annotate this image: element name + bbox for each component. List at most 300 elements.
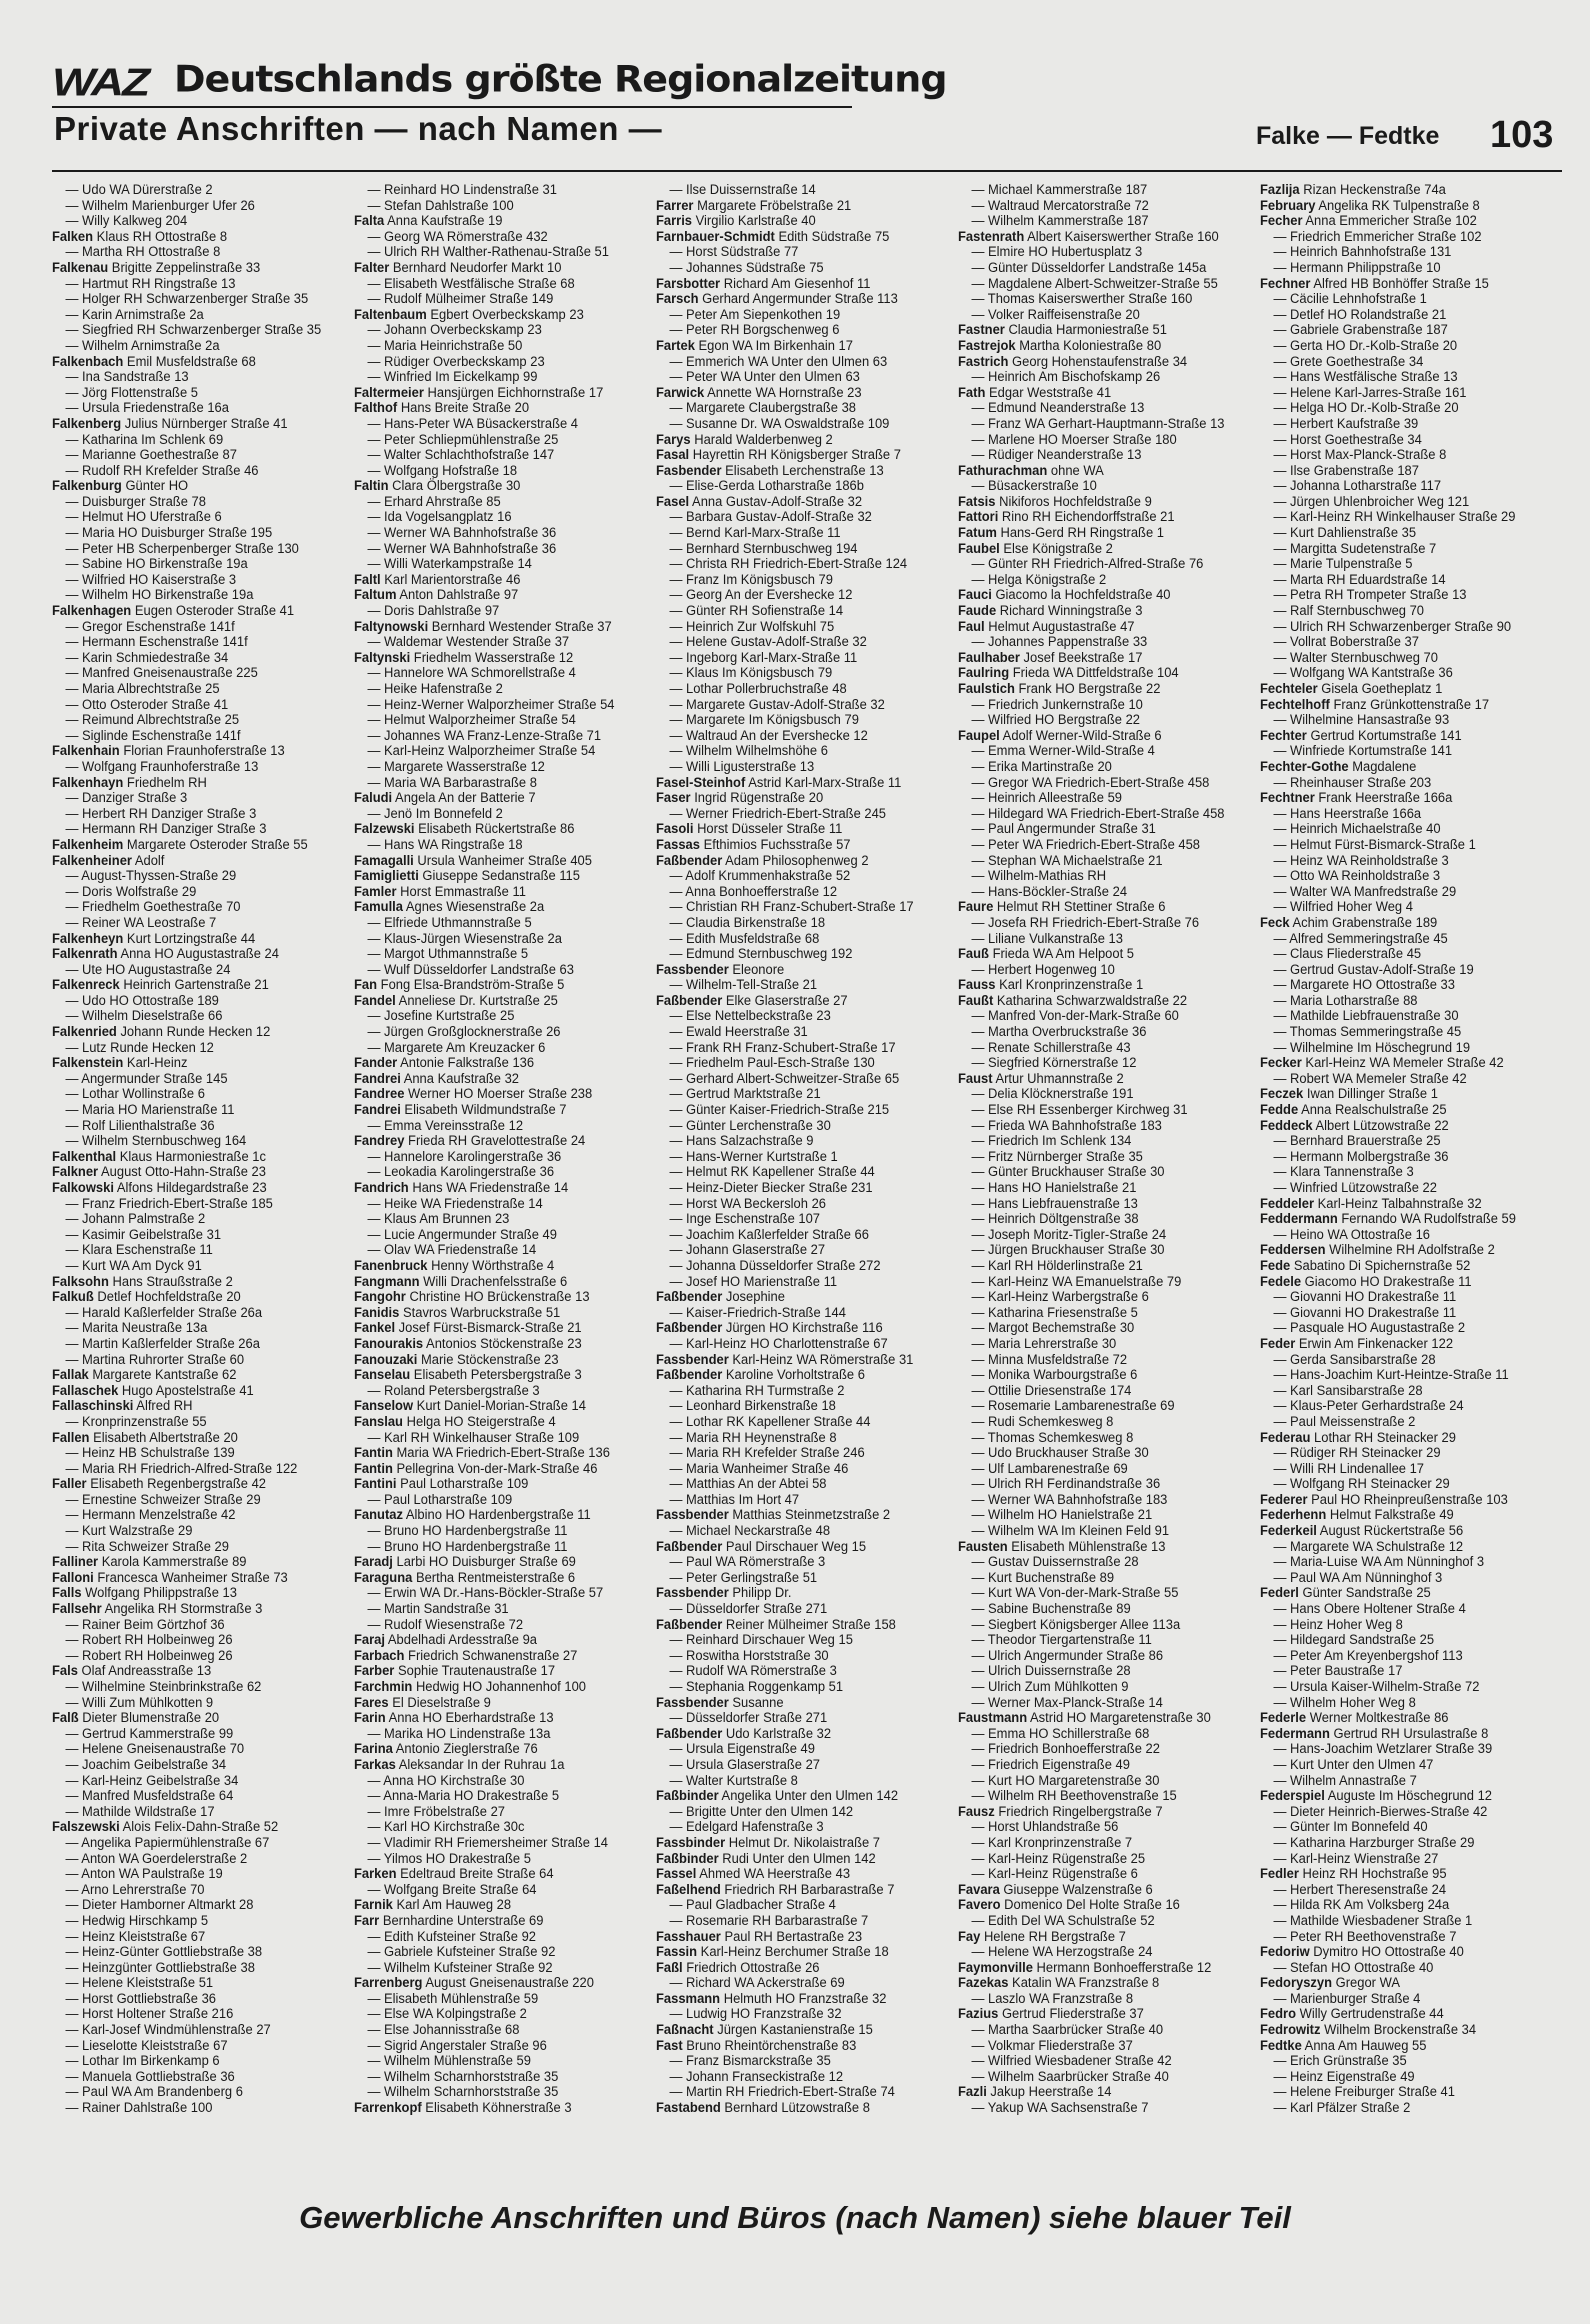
entry-details: Albino HO Hardenbergstraße 11 [405, 1507, 591, 1523]
listing-entry [1260, 509, 1540, 525]
entry-details: Sabatino Di Spichernstraße 52 [1293, 1257, 1471, 1273]
entry-details: Abdelhadi Ardesstraße 9a [387, 1632, 538, 1648]
repeat-dash: — [65, 1788, 83, 1804]
entry-details: Maria WA Friedrich-Ebert-Straße 136 [396, 1445, 610, 1461]
listing-entry [52, 1882, 332, 1898]
entry-details: Kaiser-Friedrich-Straße 144 [686, 1304, 846, 1320]
listing-entry [52, 1367, 332, 1383]
entry-details: Alois Felix-Dahn-Straße 52 [122, 1819, 279, 1835]
listing-entry [656, 2022, 936, 2038]
entry-details: Helene WA Herzogstraße 24 [988, 1944, 1153, 1960]
listing-entry [52, 1897, 332, 1913]
repeat-dash: — [367, 1226, 385, 1242]
listing-entry [656, 244, 936, 260]
surname: Fassbender [656, 961, 729, 977]
repeat-dash: — [65, 1538, 83, 1554]
repeat-dash: — [65, 447, 83, 463]
listing-entry [958, 463, 1238, 479]
repeat-dash: — [1273, 1756, 1291, 1772]
repeat-dash: — [65, 1039, 83, 1055]
listing-entry [958, 1835, 1238, 1851]
repeat-dash: — [971, 758, 989, 774]
listing-entry [958, 1617, 1238, 1633]
repeat-dash: — [669, 1055, 687, 1071]
listing-entry [52, 1289, 332, 1305]
listing-entry [354, 1274, 634, 1290]
entry-details: Helene Kleiststraße 51 [82, 1975, 214, 1991]
entry-details: Mathilde Liebfrauenstraße 30 [1290, 1008, 1459, 1024]
repeat-dash: — [971, 712, 989, 728]
surname: Fedele [1260, 1273, 1302, 1289]
repeat-dash: — [669, 1008, 687, 1024]
repeat-dash: — [669, 415, 687, 431]
listing-entry [958, 837, 1238, 853]
listing-entry [656, 1071, 936, 1087]
listing-entry [656, 587, 936, 603]
surname: Fay [958, 1928, 981, 1944]
entry-details: Erhard Ahrstraße 85 [384, 493, 501, 509]
entry-details: Wilhelm Sternbuschweg 164 [82, 1133, 247, 1149]
listing-entry [52, 697, 332, 713]
listing-entry [354, 1695, 634, 1711]
surname: Fatsis [958, 493, 996, 509]
entry-details: Friedrich Eigenstraße 49 [988, 1756, 1130, 1772]
listing-entry [1260, 1102, 1540, 1118]
entry-details: Edmund Sternbuschweg 192 [686, 946, 853, 962]
repeat-dash: — [669, 868, 686, 884]
listing-entry [52, 463, 332, 479]
listing-entry [958, 1414, 1238, 1430]
surname: Falkenberg [52, 415, 122, 431]
entry-details: Efthimios Fuchsstraße 57 [703, 836, 851, 852]
entry-details: Frank RH Franz-Schubert-Straße 17 [686, 1039, 896, 1055]
entry-details: Ursula Wanheimer Straße 405 [417, 852, 592, 868]
entry-details: Else Johannisstraße 68 [384, 2022, 520, 2038]
entry-details: Danziger Straße 3 [82, 790, 188, 806]
entry-details: Maria RH Heynenstraße 8 [686, 1429, 837, 1445]
listing-entry [354, 1663, 634, 1679]
listing-entry [656, 416, 936, 432]
repeat-dash: — [669, 1429, 687, 1445]
entry-details: Wilhelm Marienburger Ufer 26 [82, 197, 255, 213]
entry-details: Holger RH Schwarzenberger Straße 35 [82, 291, 309, 307]
surname: Federkeil [1260, 1523, 1317, 1539]
entry-details: Hans Salzachstraße 9 [686, 1133, 814, 1149]
repeat-dash: — [65, 182, 83, 197]
entry-details: Frieda RH Gravelottestraße 24 [408, 1133, 586, 1149]
listing-entry [1260, 478, 1540, 494]
entry-details: Edeltraud Breite Straße 64 [400, 1866, 554, 1882]
entry-details: Domenico Del Holte Straße 16 [1004, 1897, 1180, 1913]
repeat-dash: — [65, 571, 83, 587]
repeat-dash: — [65, 493, 83, 509]
entry-details: Helga HO Dr.-Kolb-Straße 20 [1290, 400, 1459, 416]
surname: Fastenrath [958, 228, 1025, 244]
repeat-dash: — [971, 1445, 989, 1461]
entry-details: Roswitha Horststraße 30 [686, 1647, 829, 1663]
listing-entry [52, 1679, 332, 1695]
entry-details: Mathilde Wiesbadener Straße 1 [1290, 1912, 1473, 1928]
entry-details: Karoline Vorholtstraße 6 [725, 1367, 865, 1383]
repeat-dash: — [65, 1912, 83, 1928]
surname: Farbach [354, 1647, 405, 1663]
entry-details: Jürgen Bruckhauser Straße 30 [988, 1242, 1165, 1258]
listing-entry [656, 728, 936, 744]
entry-details: Wilhelm HO Birkenstraße 19a [82, 587, 254, 603]
entry-details: Kurt Dahlienstraße 35 [1290, 525, 1417, 541]
listing-entry [354, 946, 634, 962]
listing-entry [354, 1897, 634, 1913]
entry-details: Willy Kalkweg 204 [82, 213, 188, 229]
listing-entry [1260, 1601, 1540, 1617]
entry-details: Margarete Kantstraße 62 [92, 1367, 237, 1383]
surname: Farrer [656, 197, 694, 213]
repeat-dash: — [971, 291, 988, 307]
entry-details: Karl HO Kirchstraße 30c [384, 1819, 525, 1835]
repeat-dash: — [65, 1944, 83, 1960]
entry-details: Klaus-Jürgen Wiesenstraße 2a [384, 930, 562, 946]
repeat-dash: — [971, 1819, 989, 1835]
listing-entry [52, 977, 332, 993]
entry-details: Wilhelm Scharnhorststraße 35 [384, 2084, 559, 2100]
listing-entry [656, 1055, 936, 1071]
surname: Faßbender [656, 1320, 723, 1336]
listing-entry [52, 1071, 332, 1087]
entry-details: Helmut Falkstraße 49 [1329, 1507, 1454, 1523]
repeat-dash: — [1273, 1601, 1291, 1617]
entry-details: Arno Lehrerstraße 70 [81, 1881, 205, 1897]
surname: Fanutaz [354, 1507, 403, 1523]
entry-details: Kurt Lortzingstraße 44 [126, 930, 256, 946]
entry-details: Helmut Fürst-Bismarck-Straße 1 [1290, 836, 1476, 852]
entry-details: Wilhelm Hoher Weg 8 [1290, 1694, 1416, 1710]
repeat-dash: — [1273, 493, 1291, 509]
entry-details: Margarete Fröbelstraße 21 [697, 197, 852, 213]
listing-entry [656, 1913, 936, 1929]
listing-entry [52, 291, 332, 307]
surname: Famulla [354, 899, 403, 915]
entry-details: Rüdiger Neanderstraße 13 [988, 447, 1142, 463]
entry-details: Katharina Schwarzwaldstraße 22 [996, 992, 1188, 1008]
repeat-dash: — [367, 1928, 385, 1944]
entry-details: Hermann Bonhoefferstraße 12 [1036, 1959, 1212, 1975]
listing-entry [354, 1040, 634, 1056]
entry-details: Josef HO Marienstraße 11 [686, 1273, 838, 1289]
repeat-dash: — [65, 556, 83, 572]
surname: Fazlija [1260, 182, 1300, 197]
listing-entry [958, 1383, 1238, 1399]
entry-details: Wilhelm Saarbrücker Straße 40 [988, 2068, 1169, 2084]
entry-details: Wilhelm Brockenstraße 34 [1324, 2022, 1477, 2038]
surname: Falkenhayn [52, 774, 124, 790]
entry-details: Martha Koloniestraße 80 [1019, 337, 1162, 353]
entry-details: Gertrud RH Ursulastraße 8 [1333, 1725, 1489, 1741]
entry-details: Heinrich Gartenstraße 21 [123, 977, 269, 993]
listing-entry [52, 1352, 332, 1368]
repeat-dash: — [65, 2084, 83, 2100]
repeat-dash: — [1273, 1039, 1291, 1055]
surname: Fasbender [656, 462, 722, 478]
listing-entry [354, 790, 634, 806]
entry-details: Lothar RH Steinacker 29 [1314, 1429, 1456, 1445]
entry-details: Heino WA Ottostraße 16 [1290, 1226, 1430, 1242]
listing-entry [958, 1102, 1238, 1118]
listing-entry [656, 1882, 936, 1898]
entry-details: Hermann Eschenstraße 141f [82, 634, 248, 650]
repeat-dash: — [1273, 1694, 1291, 1710]
listing-entry [354, 1258, 634, 1274]
surname: Falkenburg [52, 478, 122, 494]
entry-details: Wilhelm Annastraße 7 [1290, 1772, 1417, 1788]
listing-entry [52, 354, 332, 370]
listing-entry [958, 1663, 1238, 1679]
listing-entry [1260, 1866, 1540, 1882]
surname: Fanslau [354, 1413, 403, 1429]
entry-details: Hans Heerstraße 166a [1290, 805, 1422, 821]
entry-details: Giuseppe Walzenstraße 6 [1003, 1881, 1153, 1897]
repeat-dash: — [669, 603, 687, 619]
listing-entry [656, 1336, 936, 1352]
listing-entry [354, 1180, 634, 1196]
repeat-dash: — [669, 400, 687, 416]
surname: Farys [656, 431, 691, 447]
listing-entry [354, 1336, 634, 1352]
repeat-dash: — [971, 774, 989, 790]
surname: Falkenstein [52, 1055, 124, 1071]
entry-details: Maria Albrechtstraße 25 [82, 681, 220, 696]
entry-details: Erwin WA Dr.-Hans-Böckler-Straße 57 [384, 1585, 604, 1601]
entry-details: Richard Am Giesenhof 11 [723, 275, 871, 291]
listing-entry [958, 432, 1238, 448]
surname: Famagalli [354, 852, 414, 868]
repeat-dash: — [1273, 2053, 1291, 2069]
repeat-dash: — [367, 275, 385, 291]
repeat-dash: — [1273, 587, 1291, 603]
listing-entry [52, 494, 332, 510]
entry-details: Achim Grabenstraße 189 [1292, 914, 1438, 930]
repeat-dash: — [65, 1975, 83, 1991]
repeat-dash: — [65, 509, 83, 525]
listing-entry [354, 1819, 634, 1835]
entry-details: Friedhelm Paul-Esch-Straße 130 [686, 1055, 875, 1071]
listing-entry [656, 962, 936, 978]
listing-entry [1260, 931, 1540, 947]
repeat-dash: — [367, 712, 385, 728]
listing-entry [958, 1851, 1238, 1867]
entry-details: Edelgard Hafenstraße 3 [686, 1819, 824, 1835]
listing-entry [656, 1632, 936, 1648]
entry-details: Karl Kronprinzenstraße 7 [988, 1834, 1133, 1850]
entry-details: Anton WA Paulstraße 19 [81, 1866, 223, 1882]
repeat-dash: — [669, 369, 687, 385]
entry-details: Rüdiger RH Steinacker 29 [1290, 1445, 1441, 1461]
entry-details: Stefan Dahlstraße 100 [384, 197, 514, 213]
repeat-dash: — [367, 509, 385, 525]
repeat-dash: — [1273, 852, 1291, 868]
repeat-dash: — [65, 1304, 83, 1320]
entry-details: Vollrat Boberstraße 37 [1290, 634, 1419, 650]
entry-details: Marie Stöckenstraße 23 [420, 1351, 559, 1367]
listing-entry [958, 525, 1238, 541]
entry-details: Klara Tannenstraße 3 [1290, 1164, 1414, 1180]
listing-entry [656, 1507, 936, 1523]
entry-details: Anna Kaufstraße 32 [403, 1070, 519, 1086]
entry-details: Ahmed WA Heerstraße 43 [699, 1866, 851, 1882]
listing-entry [958, 1430, 1238, 1446]
listing-entry [1260, 307, 1540, 323]
entry-details: Elisabeth Albertstraße 20 [93, 1429, 238, 1445]
listing-entry [1260, 2069, 1540, 2085]
repeat-dash: — [65, 2053, 83, 2069]
listing-entry [958, 993, 1238, 1009]
listing-entry [958, 291, 1238, 307]
listing-entry [354, 697, 634, 713]
entry-details: Kurt WA Von-der-Mark-Straße 55 [988, 1585, 1179, 1601]
surname: Faßbender [656, 1725, 723, 1741]
surname: Fechter-Gothe [1260, 758, 1349, 774]
surname: Fassbender [656, 1351, 729, 1367]
listing-entry [1260, 1835, 1540, 1851]
surname: Fallen [52, 1429, 90, 1445]
entry-details: Martin Kaßlerfelder Straße 26a [82, 1335, 260, 1351]
listing-entry [1260, 1913, 1540, 1929]
listing-entry [958, 1133, 1238, 1149]
listing-entry [958, 1741, 1238, 1757]
listing-entry [1260, 1086, 1540, 1102]
entry-details: Johannes Pappenstraße 33 [988, 634, 1148, 650]
entry-details: Marika HO Lindenstraße 13a [384, 1725, 551, 1741]
repeat-dash: — [669, 1211, 687, 1227]
repeat-dash: — [65, 665, 83, 681]
entry-details: Robert WA Memeler Straße 42 [1290, 1070, 1467, 1086]
surname: Fandrich [354, 1180, 409, 1195]
listing-entry [1260, 946, 1540, 962]
repeat-dash: — [971, 1102, 989, 1118]
listing-entry [656, 1757, 936, 1773]
entry-details: Emil Musfeldstraße 68 [126, 353, 256, 369]
listing-entry [1260, 291, 1540, 307]
entry-details: Paul Gladbacher Straße 4 [686, 1897, 836, 1913]
entry-details: Johanna Lotharstraße 117 [1290, 478, 1442, 494]
repeat-dash: — [971, 431, 989, 447]
entry-details: Anna HO Eberhardstraße 13 [388, 1710, 554, 1726]
repeat-dash: — [367, 681, 385, 696]
listing-entry [958, 556, 1238, 572]
entry-details: Egon WA Im Birkenhain 17 [698, 337, 853, 353]
listing-entry [354, 229, 634, 245]
entry-details: Karl RH Hölderlinstraße 21 [988, 1257, 1143, 1273]
repeat-dash: — [971, 1507, 989, 1523]
repeat-dash: — [669, 649, 687, 665]
listing-entry [52, 1336, 332, 1352]
entry-details: Barbara Gustav-Adolf-Straße 32 [686, 509, 872, 525]
entry-details: Heinrich Alleestraße 59 [988, 790, 1123, 806]
entry-details: Claus Fliederstraße 45 [1290, 946, 1422, 962]
listing-entry [354, 260, 634, 276]
repeat-dash: — [65, 1741, 83, 1757]
entry-details: Wilhelm Kufsteiner Straße 92 [384, 1959, 553, 1975]
listing-entry [1260, 2053, 1540, 2069]
listing-entry [52, 1929, 332, 1945]
repeat-dash: — [971, 805, 989, 821]
listing-entry [354, 354, 634, 370]
repeat-dash: — [65, 1834, 82, 1850]
repeat-dash: — [971, 447, 989, 463]
entry-details: Helene RH Bergstraße 7 [983, 1928, 1126, 1944]
listing-entry [52, 603, 332, 619]
repeat-dash: — [65, 1117, 83, 1133]
entry-details: Düsseldorfer Straße 271 [686, 1710, 828, 1726]
surname: Farwick [656, 384, 705, 400]
entry-details: Joachim Kaßlerfelder Straße 66 [686, 1226, 869, 1242]
entry-details: Anna Kaufstraße 19 [387, 213, 503, 229]
surname: Fassas [656, 836, 700, 852]
listing-entry [656, 1929, 936, 1945]
repeat-dash: — [1273, 1180, 1291, 1195]
listing-entry [52, 619, 332, 635]
listing-entry [52, 1710, 332, 1726]
repeat-dash: — [367, 322, 385, 338]
listing-entry [1260, 1960, 1540, 1976]
entry-details: Peter RH Beethovenstraße 7 [1290, 1928, 1457, 1944]
entry-details: Yakup WA Sachsenstraße 7 [987, 2100, 1149, 2116]
listing-entry [656, 1648, 936, 1664]
surname: Faßbender [656, 1367, 723, 1383]
repeat-dash: — [1273, 1881, 1291, 1897]
repeat-dash: — [65, 431, 83, 447]
listing-entry [52, 1476, 332, 1492]
surname: Fausz [958, 1803, 995, 1819]
entry-details: Virgilio Karlstraße 40 [695, 213, 816, 229]
listing-entry [958, 1554, 1238, 1570]
listing-entry [354, 1445, 634, 1461]
listing-entry [354, 1289, 634, 1305]
entry-details: Jürgen Kastanienstraße 15 [717, 2022, 873, 2038]
listing-entry [52, 993, 332, 1009]
listing-entry [656, 572, 936, 588]
listing-entry [1260, 494, 1540, 510]
entry-details: Maria RH Friedrich-Alfred-Straße 122 [82, 1460, 298, 1476]
entry-details: El Dieselstraße 9 [392, 1694, 491, 1710]
listing-entry [354, 1071, 634, 1087]
entry-details: Helmut RH Stettiner Straße 6 [996, 899, 1166, 915]
entry-details: Josephine [725, 1289, 785, 1305]
surname: Faludi [354, 790, 393, 806]
repeat-dash: — [971, 961, 989, 977]
entry-details: Reiner Mülheimer Straße 158 [725, 1616, 896, 1632]
listing-entry [656, 1102, 936, 1118]
entry-details: Annette WA Hornstraße 23 [707, 384, 862, 400]
listing-entry [958, 619, 1238, 635]
listing-entry [1260, 2084, 1540, 2100]
entry-details: Erich Grünstraße 35 [1290, 2053, 1407, 2069]
entry-details: Heike Hafenstraße 2 [384, 681, 503, 696]
entry-details: Ute HO Augustastraße 24 [82, 961, 231, 977]
entry-details: Astrid HO Margaretenstraße 30 [1030, 1710, 1211, 1726]
listing-entry [354, 775, 634, 791]
entry-details: Philipp Dr. [732, 1585, 792, 1601]
repeat-dash: — [971, 1725, 989, 1741]
entry-details: Alfred Semmeringstraße 45 [1289, 930, 1448, 946]
listing-entry [1260, 400, 1540, 416]
entry-details: Ursula Kaiser-Wilhelm-Straße 72 [1290, 1679, 1480, 1694]
listing-entry [656, 1991, 936, 2007]
entry-details: Bernhard Westender Straße 37 [431, 618, 612, 634]
repeat-dash: — [669, 1195, 687, 1211]
entry-details: Siegfried Körnerstraße 12 [988, 1055, 1137, 1071]
listing-entry [656, 915, 936, 931]
listing-entry [52, 2038, 332, 2054]
